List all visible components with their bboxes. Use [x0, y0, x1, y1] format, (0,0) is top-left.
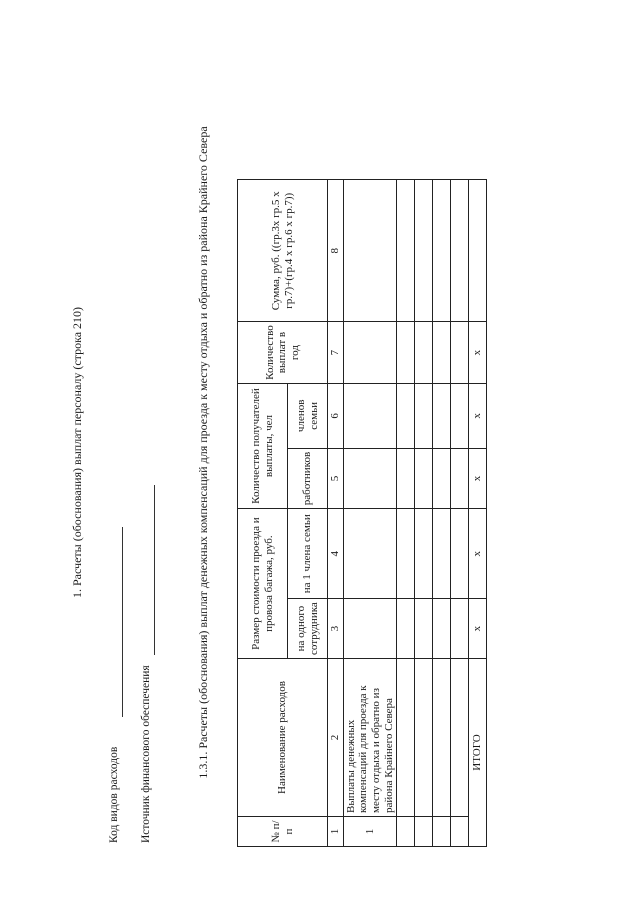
header-cost-employee: на одного сотрудника [288, 599, 328, 659]
header-recipients-workers: работников [288, 448, 328, 508]
total-row [469, 180, 487, 847]
row-cost-employee [433, 599, 451, 659]
row-cost-employee [397, 599, 415, 659]
row-num [415, 817, 433, 847]
total-payments-per-year: х [469, 322, 487, 384]
row-recipients-family [397, 383, 415, 448]
row-name [397, 659, 415, 817]
row-num [433, 817, 451, 847]
page-title: 1. Расчеты (обоснования) выплат персоналу (строка 210) [70, 306, 84, 599]
total-recipients-family: х [469, 383, 487, 448]
total-cost-family: х [469, 509, 487, 599]
table-row [451, 180, 469, 847]
row-sum [451, 180, 469, 322]
row-name: Выплаты денежных компенсаций для проезда к месту отдыха и обратно из района Крайнего Севера [343, 659, 397, 817]
row-cost-employee [343, 599, 397, 659]
row-num [451, 817, 469, 847]
compensation-table [237, 179, 487, 847]
row-recipients-family [433, 383, 451, 448]
row-payments-per-year [397, 322, 415, 384]
col-number: 5 [328, 448, 344, 508]
row-cost-family [451, 509, 469, 599]
total-sum [469, 180, 487, 322]
col-number: 2 [328, 659, 344, 817]
row-sum [415, 180, 433, 322]
row-sum [433, 180, 451, 322]
table-row [415, 180, 433, 847]
row-num [397, 817, 415, 847]
row-sum [343, 180, 397, 322]
header-recipients-family: членов семьи [288, 383, 328, 448]
row-recipients-family [451, 383, 469, 448]
row-cost-family [343, 509, 397, 599]
istochnik-finansirovaniya-blank [154, 485, 155, 655]
row-num: 1 [343, 817, 397, 847]
row-name [433, 659, 451, 817]
row-payments-per-year [451, 322, 469, 384]
row-cost-family [415, 509, 433, 599]
header-sum: Сумма, руб. ((гр.3х гр.5 х гр.7)+(гр.4 х гр.6 х гр.7)) [238, 180, 328, 322]
row-recipients-workers [433, 448, 451, 508]
table-row [343, 180, 397, 847]
row-cost-family [433, 509, 451, 599]
column-number-row [328, 180, 344, 847]
header-cost-group: Размер стоимости проезда и провоза багажа, руб. [238, 509, 288, 659]
row-recipients-workers [343, 448, 397, 508]
row-name [451, 659, 469, 817]
row-name [415, 659, 433, 817]
row-recipients-workers [451, 448, 469, 508]
table-row [433, 180, 451, 847]
row-recipients-family [343, 383, 397, 448]
total-label: ИТОГО [469, 659, 487, 847]
row-sum [397, 180, 415, 322]
total-recipients-workers: х [469, 448, 487, 508]
row-payments-per-year [415, 322, 433, 384]
col-number: 1 [328, 817, 344, 847]
kod-vidov-raskhodov-label: Код видов расходов [108, 746, 120, 843]
row-recipients-workers [415, 448, 433, 508]
col-number: 6 [328, 383, 344, 448]
row-recipients-workers [397, 448, 415, 508]
col-number: 3 [328, 599, 344, 659]
header-recipients-group: Количество получателей выплаты, чел [238, 383, 288, 508]
row-cost-family [397, 509, 415, 599]
row-recipients-family [415, 383, 433, 448]
section-title: 1.3.1. Расчеты (обоснования) выплат денежных компенсаций для проезда к месту отдыха и обратно из района Крайнего Севера [196, 126, 210, 779]
header-num: № п/п [238, 817, 328, 847]
total-cost-employee: х [469, 599, 487, 659]
row-cost-employee [415, 599, 433, 659]
kod-vidov-raskhodov-blank [122, 527, 123, 717]
row-cost-employee [451, 599, 469, 659]
row-payments-per-year [433, 322, 451, 384]
col-number: 8 [328, 180, 344, 322]
header-name: Наименование расходов [238, 659, 328, 817]
row-payments-per-year [343, 322, 397, 384]
table-header-row [238, 180, 288, 847]
istochnik-finansirovaniya-label: Источник финансового обеспечения [140, 665, 152, 843]
header-payments-per-year: Количество выплат в год [238, 322, 328, 384]
col-number: 7 [328, 322, 344, 384]
col-number: 4 [328, 509, 344, 599]
header-cost-family: на 1 члена семьи [288, 509, 328, 599]
table-row [397, 180, 415, 847]
